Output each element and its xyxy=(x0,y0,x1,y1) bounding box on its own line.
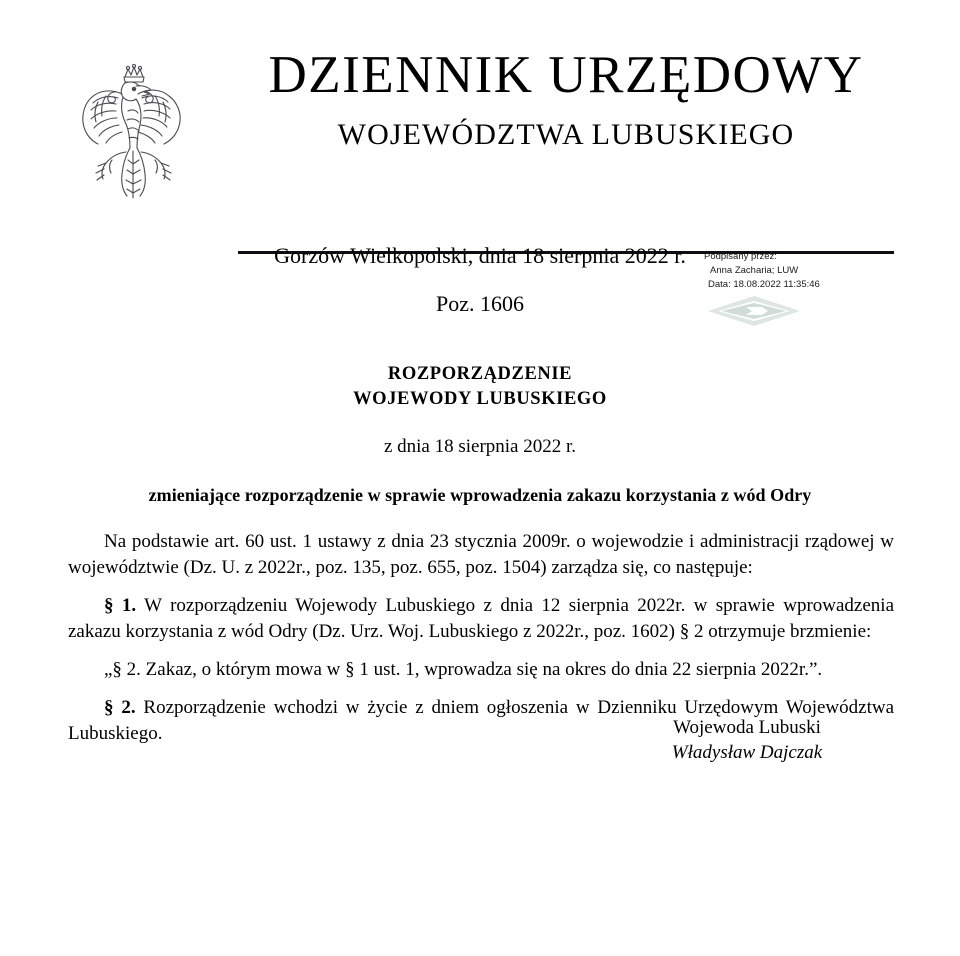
electronic-signature-stamp xyxy=(704,250,829,291)
gazette-title: DZIENNIK URZĘDOWY xyxy=(268,46,864,104)
section-1-marker: § 1. xyxy=(104,595,137,617)
signoff-name: Władysław Dajczak xyxy=(671,741,823,763)
act-body xyxy=(68,529,894,747)
act-date: z dnia 18 sierpnia 2022 r. xyxy=(383,435,577,457)
masthead-titles xyxy=(236,48,896,152)
signature-validation-mark-icon xyxy=(706,294,802,328)
section-2-text: Rozporządzenie wchodzi w życie z dniem ogłoszenia w Dzienniku Urzędowym Województwa Lubuskiego. xyxy=(68,697,894,745)
paragraph-preamble: Na podstawie art. 60 ust. 1 ustawy z dnia 23 stycznia 2009r. o wojewodzie i administracji rządowej w województwie (Dz. U. z 2022r., poz. 135, poz. 655, poz. 1504) zarządza się, co następuje: xyxy=(68,531,894,579)
masthead xyxy=(0,48,960,218)
section-2-marker: § 2. xyxy=(104,697,136,719)
signature-signer-name: Anna Zacharia; LUW xyxy=(710,264,799,276)
polish-eagle-emblem-icon xyxy=(68,56,200,206)
signoff-role: Wojewoda Lubuski xyxy=(673,717,821,738)
paragraph-section-1 xyxy=(68,593,894,645)
act-kind-line-2: WOJEWODY LUBUSKIEGO xyxy=(353,388,607,409)
act-heading xyxy=(0,362,960,506)
issue-position: Poz. 1606 xyxy=(436,291,524,317)
act-kind-line-1: ROZPORZĄDZENIE xyxy=(387,364,573,384)
signature-date: Data: 18.08.2022 11:35:46 xyxy=(708,278,820,290)
issue-place-and-date: Gorzów Wielkopolski, dnia 18 sierpnia 2022 r. xyxy=(274,243,686,268)
paragraph-quoted-provision: „§ 2. Zakaz, o którym mowa w § 1 ust. 1, wprowadza się na okres do dnia 22 sierpnia 2022r.”. xyxy=(104,659,823,681)
signature-signed-by-label: Podpisany przez: xyxy=(704,251,777,262)
gazette-subtitle: WOJEWÓDZTWA LUBUSKIEGO xyxy=(337,118,795,152)
section-1-text: W rozporządzeniu Wojewody Lubuskiego z dnia 12 sierpnia 2022r. w sprawie wprowadzenia zakazu korzystania z wód Odry (Dz. Urz. Woj. Lubuskiego z 2022r., poz. 1602) § 2 otrzymuje brzmienie: xyxy=(68,595,895,643)
signoff-block xyxy=(600,716,894,765)
act-subject: zmieniające rozporządzenie w sprawie wprowadzenia zakazu korzystania z wód Odry xyxy=(148,484,812,505)
